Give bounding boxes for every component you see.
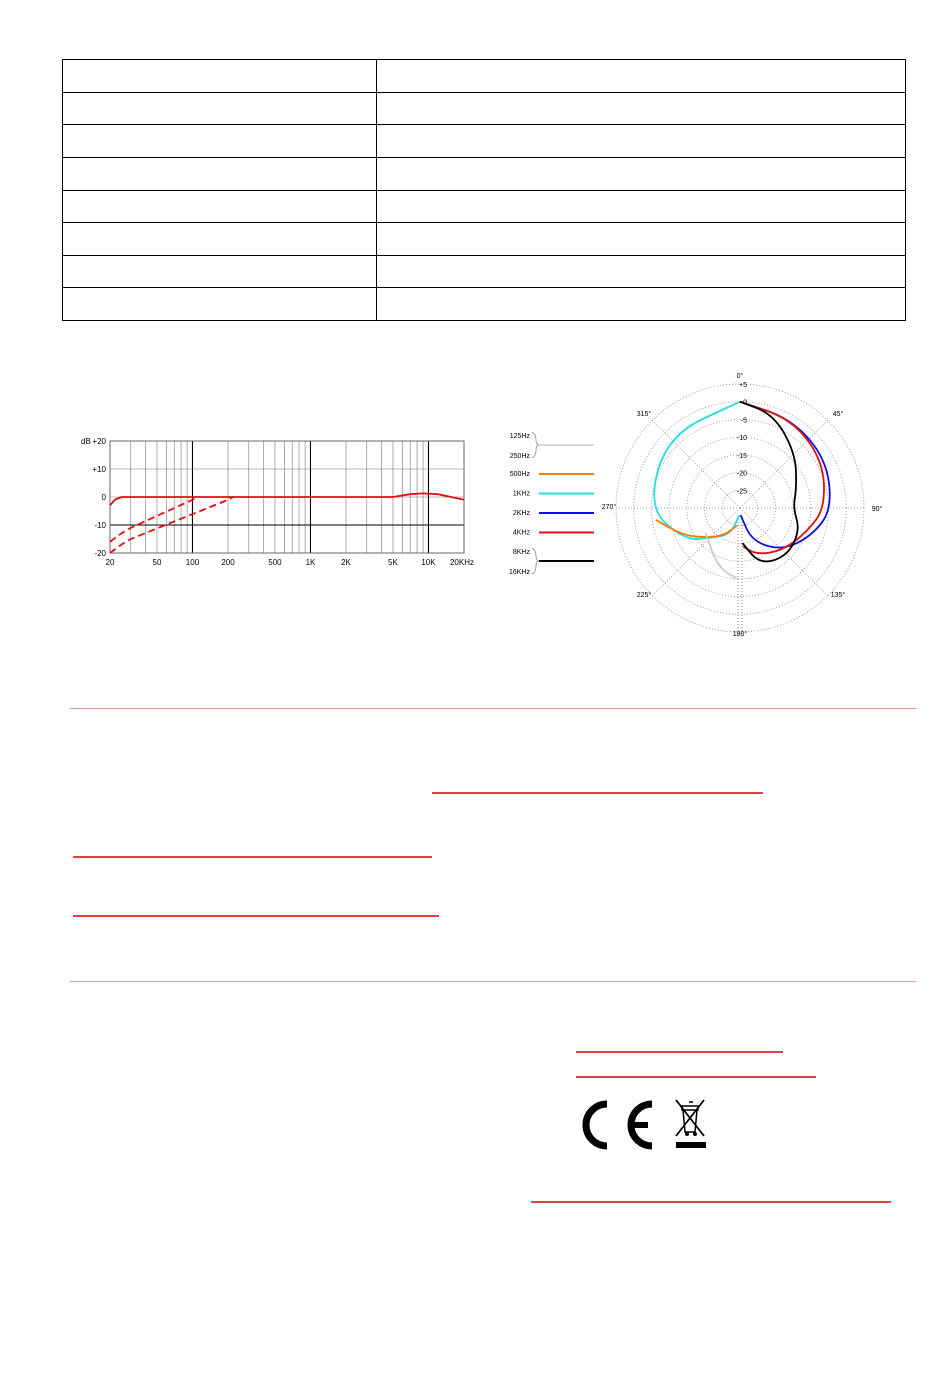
polar-angle-label: 225° <box>636 592 652 599</box>
freq-y-tick-label: +20 <box>92 437 106 446</box>
spec-row <box>63 190 906 223</box>
legend-label: 250Hz <box>509 453 530 460</box>
legend-label: 8KHz <box>512 549 530 556</box>
spec-value <box>377 288 906 321</box>
legend-label: 1KHz <box>512 490 530 498</box>
freq-series-line <box>110 497 197 542</box>
polar-angle-label: 180° <box>732 631 748 638</box>
underline-link[interactable] <box>73 856 432 858</box>
freq-lines <box>110 493 464 553</box>
polar-pattern-chart <box>492 366 892 646</box>
freq-x-tick-label: 5K <box>388 558 398 567</box>
polar-radial-label: +5 <box>739 382 747 389</box>
polar-radial-label: -25 <box>736 488 747 496</box>
legend-brace <box>532 432 539 458</box>
spec-label <box>63 92 377 125</box>
spec-value <box>377 60 906 93</box>
polar-radial-label: -5 <box>740 417 747 425</box>
freq-x-tick-label: 2K <box>341 558 351 567</box>
freq-x-tick-label: 20 <box>105 558 115 567</box>
freq-x-ticks <box>106 558 474 567</box>
polar-angle-label: 90° <box>871 506 883 513</box>
spec-row <box>63 223 906 256</box>
spec-label <box>63 60 377 93</box>
spec-value <box>377 92 906 125</box>
polar-spoke <box>652 508 740 596</box>
section-rule <box>70 708 916 709</box>
polar-legend <box>509 432 594 576</box>
freq-y-tick-label: 0 <box>101 493 106 502</box>
spec-row <box>63 288 906 321</box>
spec-label <box>63 255 377 288</box>
weee-bin-icon <box>676 1100 706 1148</box>
legend-label: 125Hz <box>509 433 530 440</box>
spec-label <box>63 157 377 190</box>
spec-value <box>377 255 906 288</box>
polar-angle-label: 135° <box>830 592 846 599</box>
freq-x-tick-label: 20KHz <box>449 558 475 567</box>
freq-y-ticks <box>81 437 107 558</box>
polar-series-line <box>740 399 830 548</box>
polar-radial-labels <box>737 382 747 495</box>
spec-label <box>63 190 377 223</box>
spec-label <box>63 223 377 256</box>
freq-x-tick-label: 50 <box>152 558 162 567</box>
freq-x-tick-label: 500 <box>268 558 282 567</box>
underline-link[interactable] <box>432 792 763 794</box>
polar-series-line <box>654 402 740 539</box>
spec-row <box>63 125 906 158</box>
polar-radial-label: -10 <box>736 435 747 443</box>
underline-link[interactable] <box>73 915 439 917</box>
underline-link[interactable] <box>576 1051 783 1053</box>
ce-mark-icon <box>586 1104 652 1146</box>
polar-angle-label: 270° <box>601 504 617 511</box>
freq-series-line <box>110 493 464 505</box>
freq-y-tick-label: -20 <box>94 549 106 558</box>
freq-y-tick-label: +10 <box>92 465 106 474</box>
polar-angle-label: 0° <box>736 373 744 380</box>
spec-row <box>63 60 906 93</box>
freq-x-tick-label: 200 <box>221 558 235 567</box>
polar-series-line <box>656 520 737 537</box>
freq-x-tick-label: 100 <box>185 558 200 567</box>
frequency-response-chart <box>78 434 478 574</box>
polar-angle-label: 45° <box>832 411 844 418</box>
legend-label: 500Hz <box>509 471 530 478</box>
spec-value <box>377 125 906 158</box>
freq-y-axis-label: dB <box>81 437 91 446</box>
underline-link[interactable] <box>531 1201 891 1203</box>
spec-label <box>63 125 377 158</box>
freq-y-tick-label: -10 <box>94 521 106 530</box>
spec-value <box>377 223 906 256</box>
legend-label: 16KHz <box>508 569 530 576</box>
polar-radial-label: -15 <box>736 452 747 460</box>
compliance-marks <box>576 1096 716 1156</box>
spec-label <box>63 288 377 321</box>
polar-radial-label: -20 <box>736 470 747 478</box>
polar-series-line <box>740 399 798 562</box>
underline-link[interactable] <box>576 1076 816 1078</box>
polar-series-line <box>740 399 824 554</box>
section-rule <box>70 981 916 982</box>
legend-label: 4KHz <box>512 529 530 537</box>
spec-row <box>63 157 906 190</box>
spec-value <box>377 190 906 223</box>
freq-x-tick-label: 10K <box>421 558 436 567</box>
legend-brace <box>532 548 539 574</box>
polar-angle-label: 315° <box>636 411 652 418</box>
freq-x-tick-label: 1K <box>305 558 316 567</box>
spec-row <box>63 92 906 125</box>
legend-label: 2KHz <box>512 510 530 517</box>
spec-table <box>62 59 906 321</box>
polar-radial-label: 0 <box>743 399 747 407</box>
polar-angle-labels <box>602 372 883 638</box>
polar-series-line <box>705 532 737 578</box>
spec-value <box>377 157 906 190</box>
polar-spoke <box>652 420 740 508</box>
spec-row <box>63 255 906 288</box>
